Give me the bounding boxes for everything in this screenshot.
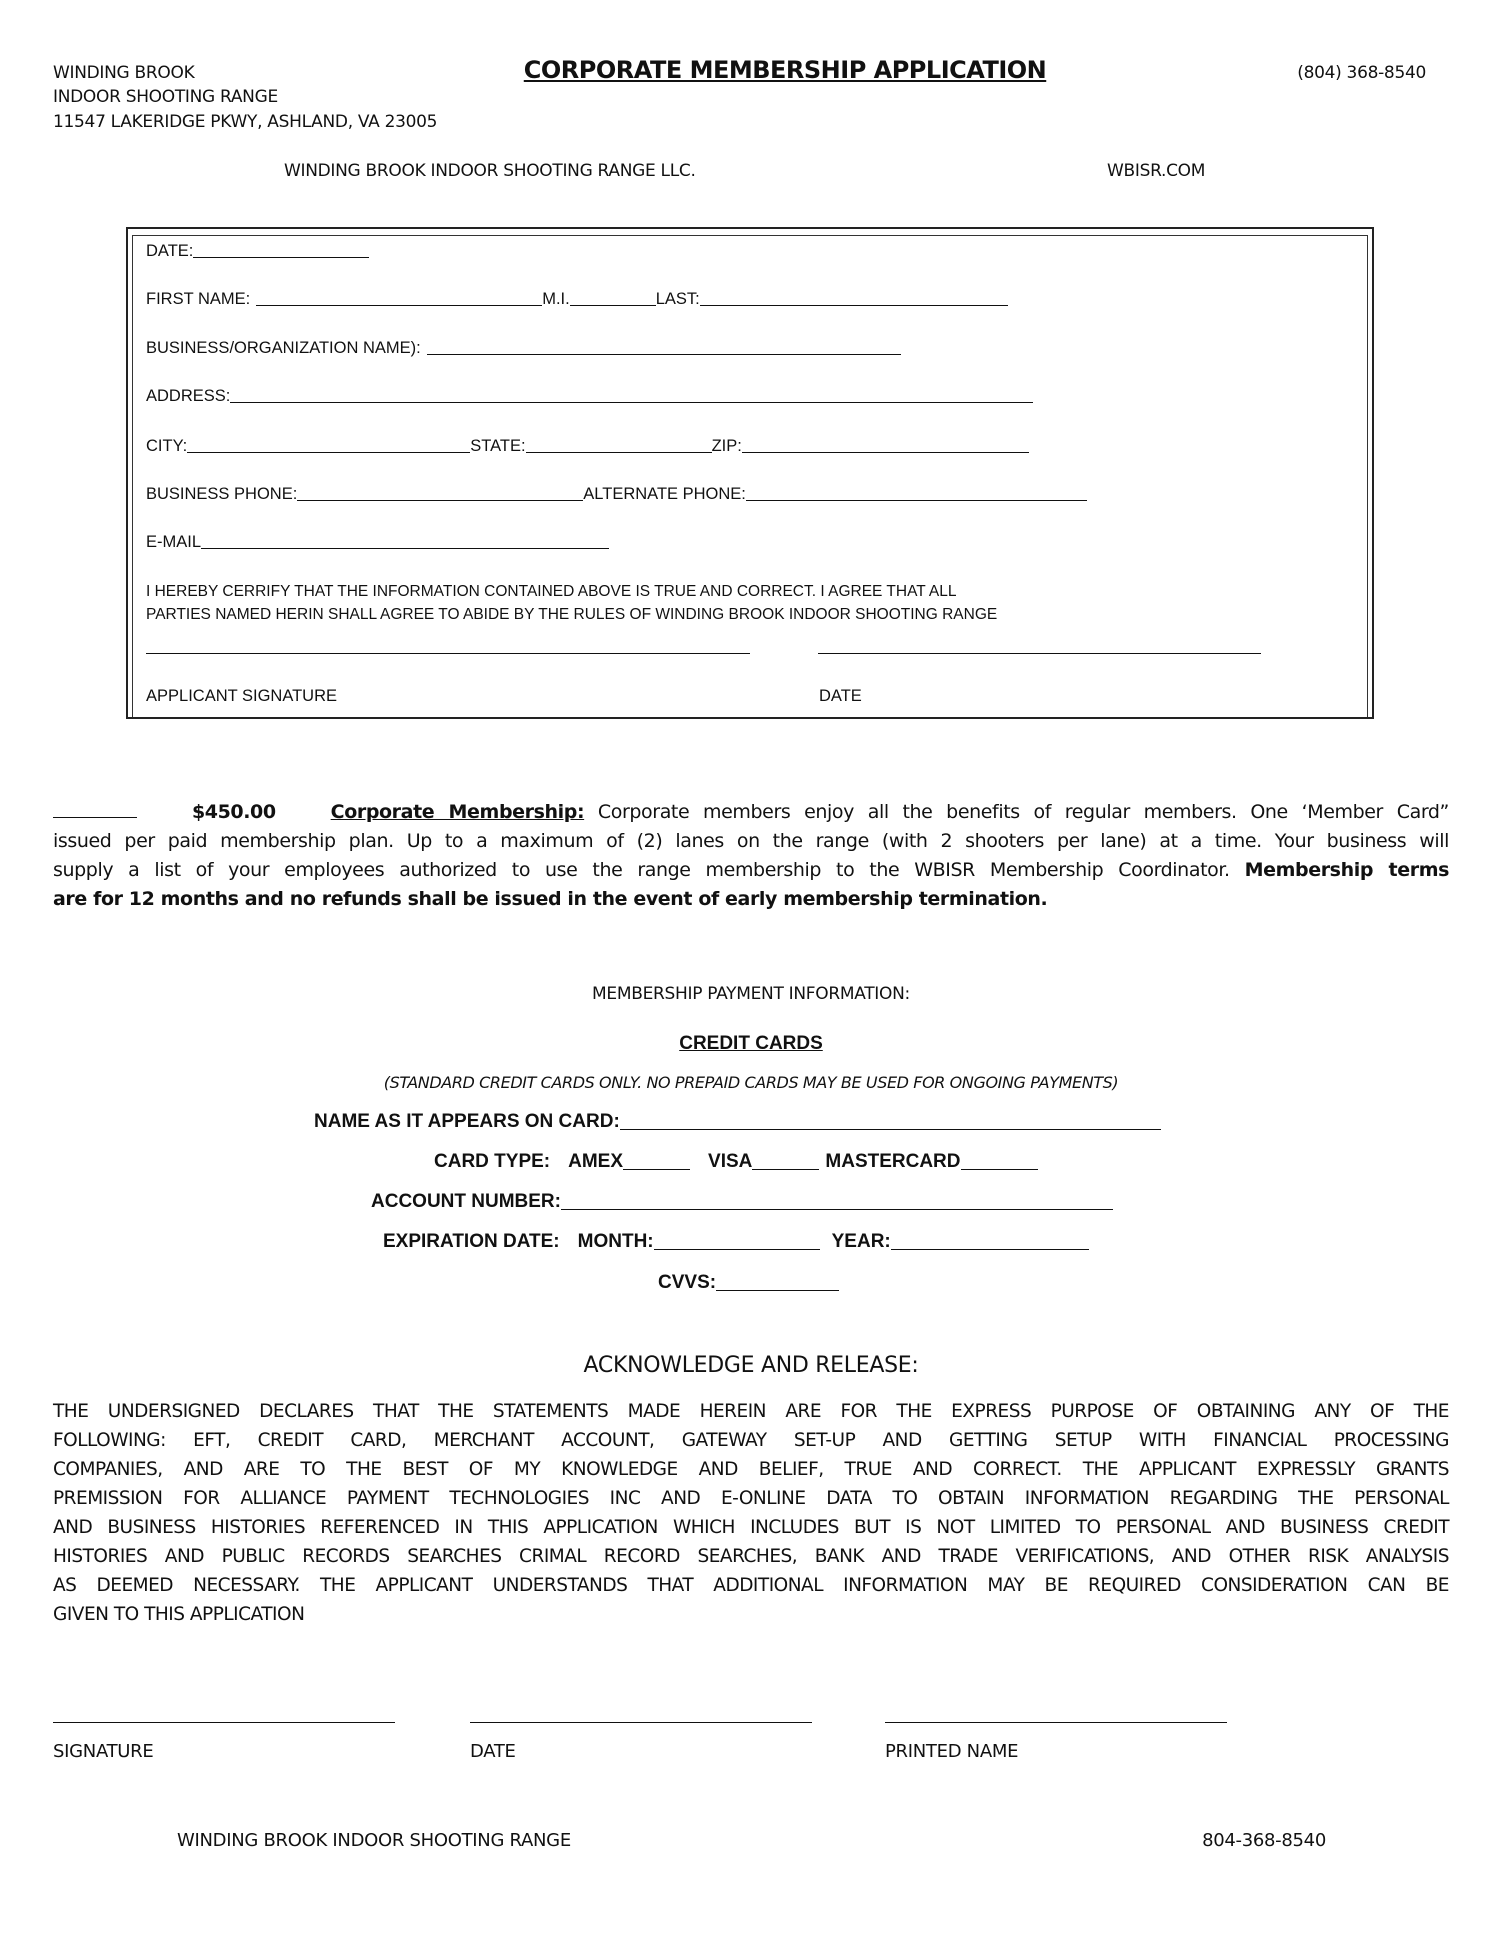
address-row — [146, 387, 1033, 406]
certify-line2: PARTIES NAMED HERIN SHALL AGREE TO ABIDE BY THE RULES OF WINDING BROOK INDOOR SHOOTING RANGE — [146, 606, 998, 623]
expiration-label: EXPIRATION DATE: — [383, 1231, 560, 1252]
email-row — [146, 533, 609, 552]
applicant-signature-field[interactable] — [146, 653, 750, 654]
business-phone-field[interactable] — [297, 499, 583, 501]
acknowledge-line: THE UNDERSIGNED DECLARES THAT THE STATEMENTS MADE HEREIN ARE FOR THE EXPRESS PURPOSE OF OBTAINING ANY OF THE — [53, 1401, 1449, 1422]
name-on-card-field[interactable] — [620, 1128, 1161, 1130]
email-label: E-MAIL — [146, 533, 202, 551]
address-field[interactable] — [230, 401, 1033, 403]
membership-line-3 — [53, 856, 1449, 885]
acknowledge-text — [53, 1397, 1449, 1629]
alternate-phone-field[interactable] — [746, 499, 1087, 501]
signature-field[interactable] — [53, 1722, 395, 1723]
printed-name-field[interactable] — [885, 1722, 1227, 1723]
mastercard-field[interactable] — [961, 1168, 1038, 1170]
membership-line-2: issued per paid membership plan. Up to a maximum of (2) lanes on the range (with 2 shooters per lane) at a time. Your business will — [53, 830, 1449, 852]
city-row — [146, 437, 1029, 456]
payment-section-title: MEMBERSHIP PAYMENT INFORMATION: — [592, 984, 910, 1004]
account-number-field[interactable] — [561, 1208, 1113, 1210]
address-label: ADDRESS: — [146, 387, 231, 405]
page-title: CORPORATE MEMBERSHIP APPLICATION — [523, 56, 1047, 84]
credit-cards-title: CREDIT CARDS — [679, 1033, 823, 1054]
amex-label: AMEX — [568, 1151, 624, 1172]
org-name-line2: INDOOR SHOOTING RANGE — [53, 87, 278, 107]
mi-label: M.I. — [542, 290, 570, 308]
first-name-field[interactable] — [256, 304, 542, 306]
org-name-line1: WINDING BROOK — [53, 63, 195, 83]
state-field[interactable] — [526, 451, 712, 453]
membership-line-4: are for 12 months and no refunds shall be issued in the event of early membership termination. — [53, 888, 1048, 910]
printed-name-label: PRINTED NAME — [885, 1741, 1019, 1762]
account-number-row — [371, 1191, 1113, 1213]
business-name-label: BUSINESS/ORGANIZATION NAME): — [146, 339, 421, 357]
acknowledge-line: GIVEN TO THIS APPLICATION — [53, 1604, 305, 1625]
mi-field[interactable] — [570, 304, 656, 306]
website: WBISR.COM — [1107, 161, 1206, 181]
email-field[interactable] — [201, 547, 609, 549]
footer-name: WINDING BROOK INDOOR SHOOTING RANGE — [177, 1830, 571, 1851]
acknowledge-line: COMPANIES, AND ARE TO THE BEST OF MY KNOWLEDGE AND BELIEF, TRUE AND CORRECT. THE APPLICANT EXPRESSLY GRANTS — [53, 1459, 1449, 1480]
last-name-field[interactable] — [700, 304, 1008, 306]
credit-card-note: (STANDARD CREDIT CARDS ONLY. NO PREPAID CARDS MAY BE USED FOR ONGOING PAYMENTS) — [383, 1073, 1119, 1092]
membership-price: $450.00 — [191, 801, 276, 823]
business-name-field[interactable] — [427, 353, 901, 355]
date-field-bottom[interactable] — [470, 1722, 812, 1723]
last-name-label: LAST: — [655, 290, 700, 308]
alternate-phone-label: ALTERNATE PHONE: — [583, 485, 746, 503]
acknowledge-line: AND BUSINESS HISTORIES REFERENCED IN THIS APPLICATION WHICH INCLUDES BUT IS NOT LIMITED TO PERSONAL AND BUSINESS CREDIT — [53, 1517, 1449, 1538]
membership-line-1 — [53, 798, 1449, 827]
zip-label: ZIP: — [711, 437, 742, 455]
cvvs-field[interactable] — [716, 1289, 839, 1291]
month-label: MONTH: — [577, 1231, 654, 1252]
date-label: DATE: — [146, 242, 194, 260]
membership-text-3: supply a list of your employees authorized to use the range membership to the WBISR Membership Coordinator. — [53, 859, 1245, 881]
name-on-card-row — [314, 1111, 1161, 1133]
membership-terms-bold: Membership terms — [1244, 859, 1450, 881]
visa-label: VISA — [708, 1151, 753, 1172]
amex-field[interactable] — [623, 1168, 690, 1170]
city-label: CITY: — [146, 437, 188, 455]
name-row — [146, 290, 1008, 309]
date-row — [146, 242, 369, 261]
acknowledge-title: ACKNOWLEDGE AND RELEASE: — [583, 1353, 919, 1378]
org-address: 11547 LAKERIDGE PKWY, ASHLAND, VA 23005 — [53, 112, 438, 132]
signature-label: SIGNATURE — [53, 1741, 154, 1762]
membership-text-1: Corporate members enjoy all the benefits of regular members. One ‘Member Card” — [584, 801, 1449, 823]
acknowledge-line: HISTORIES AND PUBLIC RECORDS SEARCHES CRIMAL RECORD SEARCHES, BANK AND TRADE VERIFICATIONS, AND OTHER RISK ANALYSIS — [53, 1546, 1449, 1567]
card-type-label: CARD TYPE: — [434, 1151, 551, 1172]
zip-field[interactable] — [742, 451, 1029, 453]
year-field[interactable] — [891, 1248, 1089, 1250]
cvvs-label: CVVS: — [658, 1272, 717, 1293]
mastercard-label: MASTERCARD — [825, 1151, 961, 1172]
footer-phone: 804-368-8540 — [1202, 1830, 1326, 1851]
membership-select-field[interactable] — [53, 816, 137, 818]
account-number-label: ACCOUNT NUMBER: — [371, 1191, 561, 1212]
cvvs-row — [658, 1272, 839, 1294]
header-phone: (804) 368-8540 — [1297, 63, 1426, 83]
year-label: YEAR: — [831, 1231, 891, 1252]
city-field[interactable] — [187, 451, 470, 453]
applicant-date-field[interactable] — [818, 653, 1261, 654]
name-on-card-label: NAME AS IT APPEARS ON CARD: — [314, 1111, 620, 1132]
applicant-signature-label: APPLICANT SIGNATURE — [146, 687, 338, 705]
date-field[interactable] — [193, 256, 369, 258]
card-type-row — [434, 1151, 1038, 1173]
acknowledge-line: AS DEEMED NECESSARY. THE APPLICANT UNDERSTANDS THAT ADDITIONAL INFORMATION MAY BE REQUIRED CONSIDERATION CAN BE — [53, 1575, 1449, 1596]
first-name-label: FIRST NAME: — [146, 290, 251, 308]
date-label-bottom: DATE — [470, 1741, 516, 1762]
membership-heading: Corporate Membership: — [330, 801, 585, 823]
phone-row — [146, 485, 1087, 504]
acknowledge-line: FOLLOWING: EFT, CREDIT CARD, MERCHANT ACCOUNT, GATEWAY SET-UP AND GETTING SETUP WITH FINANCIAL PROCESSING — [53, 1430, 1449, 1451]
state-label: STATE: — [470, 437, 526, 455]
visa-field[interactable] — [752, 1168, 819, 1170]
company-name: WINDING BROOK INDOOR SHOOTING RANGE LLC. — [284, 161, 696, 181]
business-row — [146, 339, 901, 358]
expiration-row — [383, 1231, 1089, 1253]
certify-line1: I HEREBY CERRIFY THAT THE INFORMATION CONTAINED ABOVE IS TRUE AND CORRECT. I AGREE THAT ALL — [146, 583, 957, 600]
membership-description — [53, 798, 1449, 914]
month-field[interactable] — [654, 1248, 820, 1250]
acknowledge-line: PREMISSION FOR ALLIANCE PAYMENT TECHNOLOGIES INC AND E-ONLINE DATA TO OBTAIN INFORMATION REGARDING THE PERSONAL — [53, 1488, 1449, 1509]
business-phone-label: BUSINESS PHONE: — [146, 485, 298, 503]
applicant-date-label: DATE — [819, 687, 862, 705]
